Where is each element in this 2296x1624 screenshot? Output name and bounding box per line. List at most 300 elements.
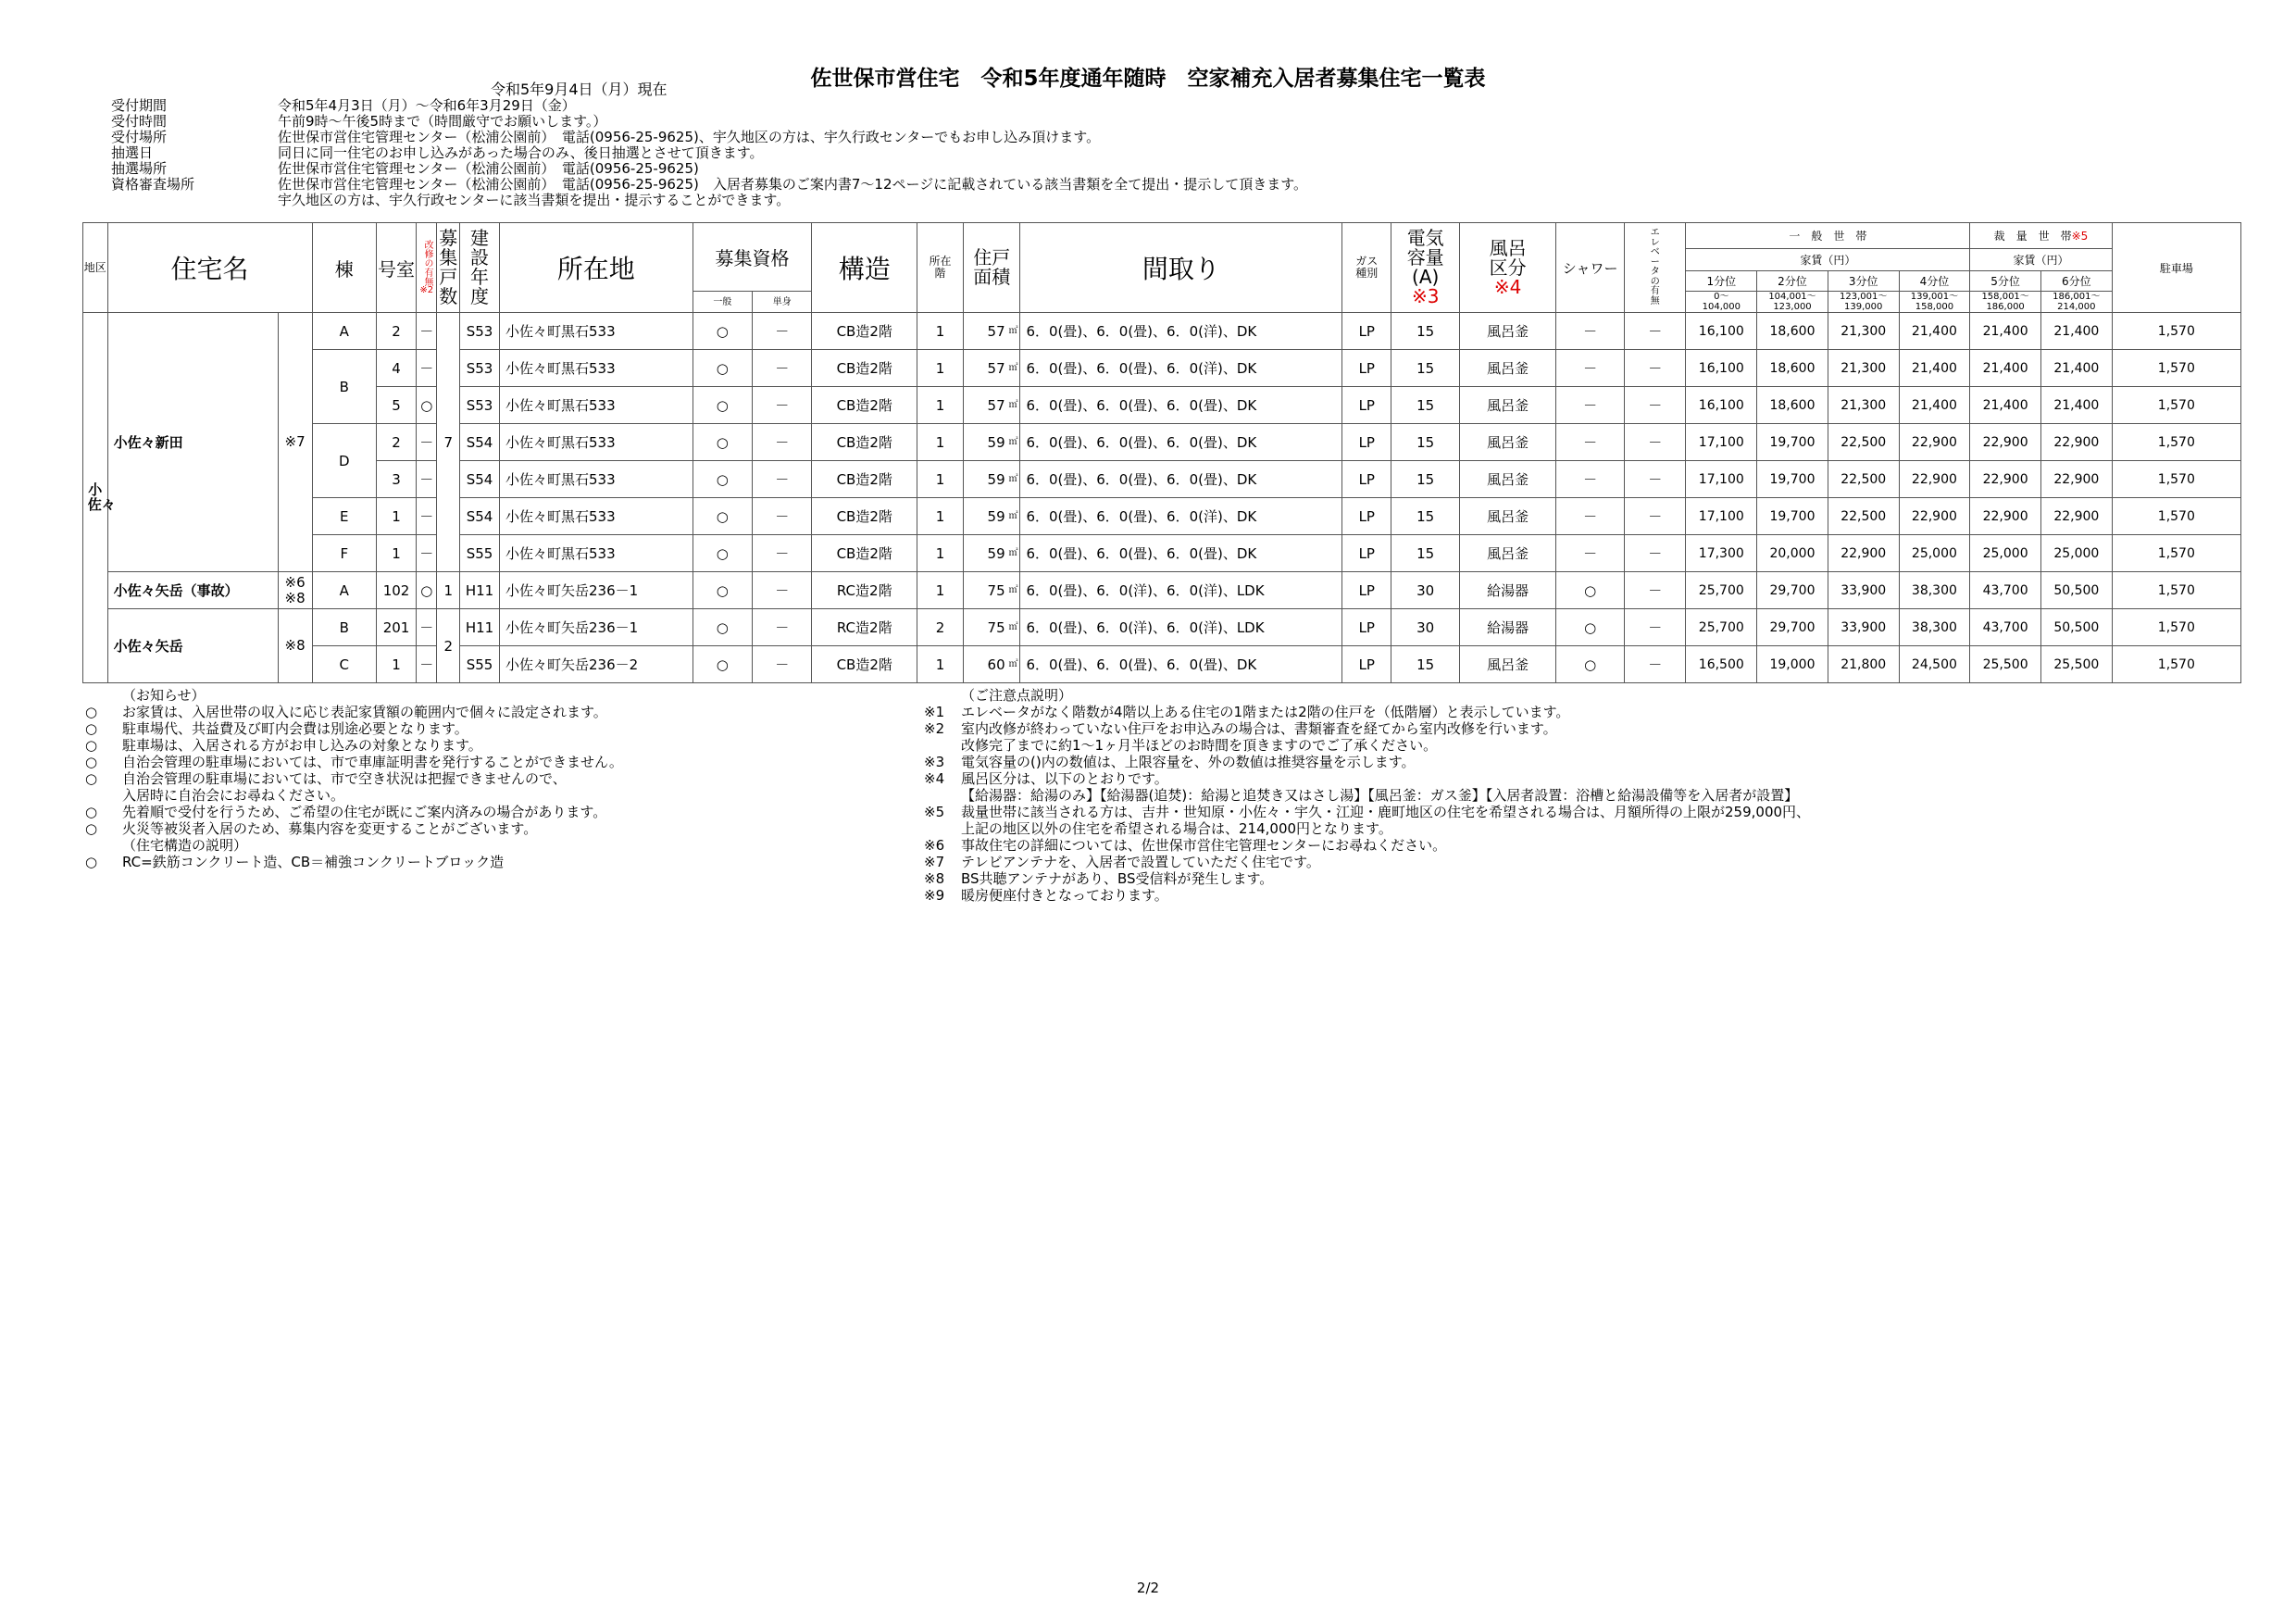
structure-cell: CB造2階 [812, 350, 917, 387]
rent-cell: 19,700 [1757, 498, 1828, 535]
housing-note: ※8 [278, 609, 312, 683]
col-discretion: 裁 量 世 帯※5 [1970, 223, 2112, 249]
income-range: 186,001～ 214,000 [2040, 292, 2112, 313]
note-line [924, 720, 1810, 737]
room-cell: 1 [377, 646, 417, 683]
elevator-cell: － [1624, 609, 1685, 646]
area-cell: 59 [964, 498, 1007, 535]
note-text: 先着順で受付を行うため、ご希望の住宅が既にご案内済みの場合があります。 [122, 804, 607, 820]
elec-cell: 15 [1391, 535, 1460, 572]
parking-cell: 1,570 [2112, 350, 2240, 387]
area-unit: ㎡ [1007, 387, 1020, 424]
rent-cell: 21,400 [1970, 350, 2041, 387]
renov-cell: － [416, 461, 437, 498]
year-cell: S53 [460, 387, 500, 424]
shower-cell: － [1556, 387, 1625, 424]
renov-cell: － [416, 609, 437, 646]
note-text: 改修完了までに約1～1ヶ月半ほどのお時間を頂きますのでご了承ください。 [961, 737, 1438, 754]
rent-cell: 21,300 [1828, 350, 1899, 387]
notes-right [924, 687, 1810, 904]
note-text: 上記の地区以外の住宅を希望される場合は、214,000円となります。 [961, 820, 1392, 837]
area-unit: ㎡ [1007, 535, 1020, 572]
rent-label-discretion: 家賃（円） [1970, 249, 2112, 271]
bath-cell: 風呂釜 [1460, 461, 1556, 498]
year-cell: S54 [460, 461, 500, 498]
structure-cell: CB造2階 [812, 424, 917, 461]
rent-cell: 16,100 [1686, 313, 1757, 350]
qual-single-cell: － [753, 350, 812, 387]
rent-cell: 24,500 [1899, 646, 1970, 683]
elec-cell: 15 [1391, 646, 1460, 683]
note-line [924, 804, 1810, 820]
col-shower: シャワー [1556, 223, 1625, 313]
rent-cell: 25,700 [1686, 572, 1757, 609]
elevator-cell: － [1624, 461, 1685, 498]
gas-cell: LP [1342, 498, 1391, 535]
info-label [111, 193, 278, 208]
qual-general-cell: ○ [693, 313, 752, 350]
rent-cell: 22,900 [2040, 498, 2112, 535]
address-cell: 小佐々町矢岳236－2 [499, 646, 693, 683]
note-marker: ※5 [924, 804, 945, 820]
shower-cell: ○ [1556, 646, 1625, 683]
building-cell: A [312, 572, 377, 609]
room-cell: 201 [377, 609, 417, 646]
qual-single-cell: － [753, 609, 812, 646]
note-text: 風呂区分は、以下のとおりです。 [961, 770, 1168, 787]
layout-cell: 6．0(畳)、6．0(畳)、6．0(洋)、DK [1020, 498, 1342, 535]
rent-cell: 19,700 [1757, 461, 1828, 498]
qual-single-cell: － [753, 535, 812, 572]
room-cell: 3 [377, 461, 417, 498]
shower-cell: － [1556, 498, 1625, 535]
table-row [83, 424, 2241, 461]
col-district: 地区 [83, 223, 108, 313]
table-row [83, 535, 2241, 572]
parking-cell: 1,570 [2112, 461, 2240, 498]
table-row [83, 350, 2241, 387]
elec-cell: 15 [1391, 350, 1460, 387]
note-line [85, 820, 623, 837]
note-text: 駐車場は、入居される方がお申し込みの対象となります。 [122, 737, 482, 754]
col-structure: 構造 [812, 223, 917, 313]
rent-cell: 22,900 [1970, 498, 2041, 535]
note-text: 入居時に自治会にお尋ねください。 [122, 787, 345, 804]
rent-cell: 25,500 [2040, 646, 2112, 683]
note-text: 裁量世帯に該当される方は、吉井・世知原・小佐々・宇久・江迎・鹿町地区の住宅を希望される場合は、月額所得の上限が259,000円、 [961, 804, 1811, 820]
address-cell: 小佐々町矢岳236－1 [499, 572, 693, 609]
note-marker: ※8 [924, 870, 945, 887]
floor-cell: 1 [917, 498, 963, 535]
rank-header: 5分位 [1970, 271, 2041, 292]
rent-cell: 22,900 [1970, 424, 2041, 461]
area-cell: 75 [964, 609, 1007, 646]
note-text: 【給湯器：給湯のみ】【給湯器(追焚)：給湯と追焚き又はさし湯】【風呂釜：ガス釜】【入居者設置：浴槽と給湯設備等を入居者が設置】 [961, 787, 1799, 804]
year-cell: S55 [460, 535, 500, 572]
parking-cell: 1,570 [2112, 498, 2240, 535]
rent-cell: 25,700 [1686, 609, 1757, 646]
renov-label: 改修の有無 [421, 239, 432, 286]
gas-cell: LP [1342, 313, 1391, 350]
gas-cell: LP [1342, 387, 1391, 424]
bath-cell: 風呂釜 [1460, 313, 1556, 350]
rent-cell: 16,100 [1686, 350, 1757, 387]
rank-header: 1分位 [1686, 271, 1757, 292]
renov-cell: － [416, 646, 437, 683]
col-floor: 所在階 [917, 223, 963, 313]
elevator-cell: － [1624, 535, 1685, 572]
district-cell [83, 313, 116, 683]
structure-cell: RC造2階 [812, 572, 917, 609]
elec-cell: 15 [1391, 424, 1460, 461]
area-unit: ㎡ [1007, 350, 1020, 387]
floor-cell: 1 [917, 646, 963, 683]
bath-cell: 風呂釜 [1460, 350, 1556, 387]
bath-cell: 給湯器 [1460, 609, 1556, 646]
rank-header: 3分位 [1828, 271, 1899, 292]
note-marker: ※3 [924, 754, 945, 770]
rank-header: 4分位 [1899, 271, 1970, 292]
structure-cell: CB造2階 [812, 498, 917, 535]
area-unit: ㎡ [1007, 609, 1020, 646]
parking-cell: 1,570 [2112, 609, 2240, 646]
floor-cell: 1 [917, 387, 963, 424]
rent-cell: 22,900 [1970, 461, 2041, 498]
note-marker: ※7 [924, 854, 945, 870]
bath-cell: 風呂釜 [1460, 535, 1556, 572]
info-label: 抽選日 [111, 144, 154, 161]
info-label: 受付場所 [111, 129, 168, 145]
note-marker: ※4 [924, 770, 945, 787]
elec-cell: 15 [1391, 313, 1460, 350]
qual-single-cell: － [753, 572, 812, 609]
year-cell: H11 [460, 609, 500, 646]
gas-cell: LP [1342, 609, 1391, 646]
table-row [83, 572, 2241, 609]
shower-cell: － [1556, 461, 1625, 498]
info-label: 資格審査場所 [111, 176, 195, 193]
note-marker: ○ [85, 720, 98, 737]
floor-cell: 1 [917, 535, 963, 572]
address-cell: 小佐々町黒石533 [499, 313, 693, 350]
parking-cell: 1,570 [2112, 646, 2240, 683]
year-cell: S53 [460, 313, 500, 350]
note-text: 自治会管理の駐車場においては、市で車庫証明書を発行することができません。 [122, 754, 623, 770]
note-marker: ○ [85, 770, 98, 787]
info-value: 佐世保市営住宅管理センター（松浦公園前） 電話(0956-25-9625) 入居者募集のご案内書7～12ページに記載されている該当書類を全て提出・提示して頂きます。 [278, 176, 1308, 193]
rent-cell: 17,100 [1686, 461, 1757, 498]
info-value: 午前9時～午後5時まで（時間厳守でお願いします。） [278, 113, 607, 130]
rent-cell: 21,300 [1828, 387, 1899, 424]
rent-cell: 25,000 [1899, 535, 1970, 572]
rent-cell: 33,900 [1828, 609, 1899, 646]
note-line [924, 787, 1810, 804]
shower-cell: － [1556, 535, 1625, 572]
col-qual: 募集資格 [693, 223, 812, 292]
col-gas: ガス種別 [1342, 223, 1391, 313]
as-of-date: 令和5年9月4日（月）現在 [491, 81, 668, 98]
note-line [924, 754, 1810, 770]
rent-cell: 22,900 [1899, 424, 1970, 461]
elec-cell: 15 [1391, 498, 1460, 535]
note-line [924, 887, 1810, 904]
qual-general-cell: ○ [693, 387, 752, 424]
rent-cell: 16,100 [1686, 387, 1757, 424]
rent-cell: 21,400 [1970, 313, 2041, 350]
table-row [83, 313, 2241, 350]
note-marker: ○ [85, 804, 98, 820]
qual-general-cell: ○ [693, 646, 752, 683]
area-cell: 75 [964, 572, 1007, 609]
shower-cell: ○ [1556, 572, 1625, 609]
col-address: 所在地 [499, 223, 693, 313]
notes-left [85, 687, 623, 870]
note-marker: ※2 [924, 720, 945, 737]
housing-name: 小佐々矢岳 [107, 609, 278, 683]
info-label: 受付時間 [111, 113, 168, 130]
address-cell: 小佐々町黒石533 [499, 461, 693, 498]
income-range: 139,001～ 158,000 [1899, 292, 1970, 313]
rent-cell: 21,400 [1970, 387, 2041, 424]
area-cell: 57 [964, 313, 1007, 350]
address-cell: 小佐々町黒石533 [499, 498, 693, 535]
info-label: 受付期間 [111, 97, 168, 114]
rent-cell: 29,700 [1757, 609, 1828, 646]
table-row [83, 387, 2241, 424]
year-cell: S53 [460, 350, 500, 387]
note-line [924, 820, 1810, 837]
elevator-cell: － [1624, 350, 1685, 387]
structure-cell: CB造2階 [812, 313, 917, 350]
info-label: 抽選場所 [111, 160, 168, 177]
year-cell: S54 [460, 424, 500, 461]
housing-note: ※7 [278, 313, 312, 572]
area-cell: 57 [964, 387, 1007, 424]
district-name: 小佐々 [87, 481, 116, 513]
area-cell: 59 [964, 535, 1007, 572]
bath-cell: 風呂釜 [1460, 387, 1556, 424]
info-row [111, 98, 1307, 114]
elevator-cell: － [1624, 313, 1685, 350]
structure-cell: CB造2階 [812, 535, 917, 572]
note-text: （お知らせ） [122, 687, 206, 704]
housing-name: 小佐々矢岳（事故） [107, 572, 278, 609]
elevator-cell: － [1624, 424, 1685, 461]
note-marker: ○ [85, 754, 98, 770]
elevator-cell: － [1624, 498, 1685, 535]
rent-cell: 22,900 [2040, 424, 2112, 461]
note-line [85, 737, 623, 754]
area-unit: ㎡ [1007, 646, 1020, 683]
note-line [85, 720, 623, 737]
room-cell: 2 [377, 424, 417, 461]
note-marker: ○ [85, 704, 98, 720]
info-row [111, 130, 1307, 145]
rent-cell: 21,300 [1828, 313, 1899, 350]
shower-cell: － [1556, 350, 1625, 387]
building-cell: D [312, 424, 377, 498]
note-text: BS共聴アンテナがあり、BS受信料が発生します。 [961, 870, 1274, 887]
info-value: 同日に同一住宅のお申し込みがあった場合のみ、後日抽選とさせて頂きます。 [278, 144, 764, 161]
qual-single-cell: － [753, 313, 812, 350]
qual-general-cell: ○ [693, 350, 752, 387]
income-range: 123,001～ 139,000 [1828, 292, 1899, 313]
note-text: 電気容量の()内の数値は、上限容量を、外の数値は推奨容量を示します。 [961, 754, 1416, 770]
gas-cell: LP [1342, 350, 1391, 387]
qual-general-cell: ○ [693, 609, 752, 646]
elevator-cell: － [1624, 572, 1685, 609]
area-unit: ㎡ [1007, 313, 1020, 350]
elec-cell: 15 [1391, 461, 1460, 498]
note-marker: ○ [85, 854, 98, 870]
qual-single: 単身 [753, 292, 812, 313]
rent-cell: 25,500 [1970, 646, 2041, 683]
rent-cell: 22,500 [1828, 424, 1899, 461]
address-cell: 小佐々町黒石533 [499, 535, 693, 572]
rent-cell: 22,500 [1828, 461, 1899, 498]
building-cell: C [312, 646, 377, 683]
note-marker [924, 820, 961, 837]
bath-cell: 風呂釜 [1460, 424, 1556, 461]
area-cell: 57 [964, 350, 1007, 387]
rent-cell: 21,400 [1899, 313, 1970, 350]
rank-header: 6分位 [2040, 271, 2112, 292]
area-cell: 59 [964, 461, 1007, 498]
layout-cell: 6．0(畳)、6．0(洋)、6．0(洋)、LDK [1020, 572, 1342, 609]
note-line [85, 854, 623, 870]
building-cell: E [312, 498, 377, 535]
info-row [111, 114, 1307, 130]
note-text: エレベータがなく階数が4階以上ある住宅の1階または2階の住戸を（低階層）と表示しています。 [961, 704, 1570, 720]
renov-cell: － [416, 424, 437, 461]
info-value: 宇久地区の方は、宇久行政センターに該当書類を提出・提示することができます。 [278, 192, 791, 208]
note-text: RC=鉄筋コンクリート造、CB＝補強コンクリートブロック造 [122, 854, 505, 870]
bath-cell: 給湯器 [1460, 572, 1556, 609]
table-row [83, 461, 2241, 498]
area-cell: 59 [964, 424, 1007, 461]
housing-table [82, 222, 2241, 683]
note-line [924, 854, 1810, 870]
room-cell: 5 [377, 387, 417, 424]
elec-cell: 15 [1391, 387, 1460, 424]
note-marker [924, 787, 961, 804]
rent-cell: 38,300 [1899, 572, 1970, 609]
note-text: 暖房便座付きとなっております。 [961, 887, 1168, 904]
rent-cell: 38,300 [1899, 609, 1970, 646]
rent-cell: 21,400 [2040, 313, 2112, 350]
renov-cell: － [416, 313, 437, 350]
note-line [924, 704, 1810, 720]
elec-cell: 30 [1391, 609, 1460, 646]
col-elec: 電気容量(A) ※3 [1391, 223, 1460, 313]
page-number: 2/2 [1136, 1580, 1160, 1596]
area-unit: ㎡ [1007, 461, 1020, 498]
gas-cell: LP [1342, 461, 1391, 498]
note-line [85, 787, 623, 804]
layout-cell: 6．0(畳)、6．0(畳)、6．0(畳)、DK [1020, 387, 1342, 424]
layout-cell: 6．0(畳)、6．0(畳)、6．0(畳)、DK [1020, 535, 1342, 572]
structure-cell: CB造2階 [812, 646, 917, 683]
room-cell: 102 [377, 572, 417, 609]
building-cell: B [312, 350, 377, 424]
qual-single-cell: － [753, 498, 812, 535]
building-cell: F [312, 535, 377, 572]
qual-general-cell: ○ [693, 535, 752, 572]
note-text: お家賃は、入居世帯の収入に応じ表記家賃額の範囲内で個々に設定されます。 [122, 704, 607, 720]
col-general: 一 般 世 帯 [1686, 223, 1970, 249]
page-title: 佐世保市営住宅 令和5年度通年随時 空家補充入居者募集住宅一覧表 [810, 67, 1486, 91]
layout-cell: 6．0(畳)、6．0(洋)、6．0(洋)、LDK [1020, 609, 1342, 646]
note-line [924, 770, 1810, 787]
shower-cell: － [1556, 313, 1625, 350]
area-cell: 60 [964, 646, 1007, 683]
rent-cell: 18,600 [1757, 387, 1828, 424]
table-row [83, 646, 2241, 683]
parking-cell: 1,570 [2112, 387, 2240, 424]
gas-cell: LP [1342, 572, 1391, 609]
col-room: 号室 [377, 223, 417, 313]
info-row [111, 177, 1307, 193]
note-line [924, 687, 1810, 704]
note-line [85, 770, 623, 787]
note-marker: ○ [85, 820, 98, 837]
qual-single-cell: － [753, 424, 812, 461]
qual-single-cell: － [753, 387, 812, 424]
address-cell: 小佐々町矢岳236－1 [499, 609, 693, 646]
gas-cell: LP [1342, 424, 1391, 461]
qual-general: 一般 [693, 292, 752, 313]
col-area: 住戸面積 [964, 223, 1020, 313]
year-cell: H11 [460, 572, 500, 609]
parking-cell: 1,570 [2112, 572, 2240, 609]
floor-cell: 1 [917, 572, 963, 609]
col-units: 募集戸数 [437, 223, 460, 313]
renov-cell: － [416, 498, 437, 535]
room-cell: 1 [377, 498, 417, 535]
structure-cell: CB造2階 [812, 387, 917, 424]
floor-cell: 2 [917, 609, 963, 646]
layout-cell: 6．0(畳)、6．0(畳)、6．0(畳)、DK [1020, 461, 1342, 498]
rent-cell: 43,700 [1970, 572, 2041, 609]
structure-cell: RC造2階 [812, 609, 917, 646]
rent-cell: 25,000 [1970, 535, 2041, 572]
rent-cell: 22,900 [1828, 535, 1899, 572]
qual-single-cell: － [753, 646, 812, 683]
note-line [85, 687, 623, 704]
rent-cell: 43,700 [1970, 609, 2041, 646]
room-cell: 1 [377, 535, 417, 572]
note-line [924, 870, 1810, 887]
note-text: テレビアンテナを、入居者で設置していただく住宅です。 [961, 854, 1320, 870]
table-row [83, 609, 2241, 646]
note-text: （住宅構造の説明） [122, 837, 248, 854]
note-line [85, 837, 623, 854]
elevator-cell: － [1624, 387, 1685, 424]
area-unit: ㎡ [1007, 498, 1020, 535]
col-year: 建設年度 [460, 223, 500, 313]
note-line [924, 837, 1810, 854]
note-line [85, 754, 623, 770]
rent-cell: 17,300 [1686, 535, 1757, 572]
rent-cell: 50,500 [2040, 572, 2112, 609]
rent-cell: 18,600 [1757, 350, 1828, 387]
note-line [924, 737, 1810, 754]
elevator-cell: － [1624, 646, 1685, 683]
qual-general-cell: ○ [693, 498, 752, 535]
bath-cell: 風呂釜 [1460, 646, 1556, 683]
gas-cell: LP [1342, 646, 1391, 683]
rent-cell: 21,400 [2040, 350, 2112, 387]
